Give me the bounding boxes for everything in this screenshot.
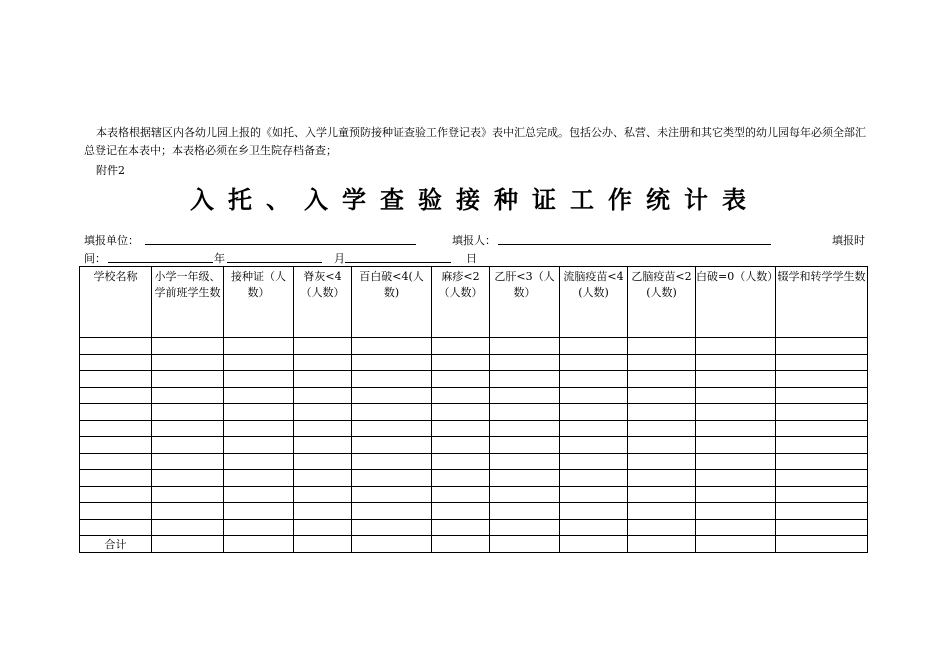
table-cell[interactable] [628,536,696,553]
table-cell[interactable] [776,486,868,503]
table-cell[interactable] [294,387,352,404]
table-cell[interactable] [294,536,352,553]
table-cell[interactable] [352,420,432,437]
table-cell[interactable] [490,420,560,437]
table-cell[interactable] [776,371,868,388]
table-cell[interactable] [294,437,352,454]
table-cell[interactable] [560,453,628,470]
table-cell[interactable] [432,420,490,437]
table-cell[interactable] [560,404,628,421]
table-cell[interactable] [80,420,152,437]
table-cell[interactable] [432,519,490,536]
header-vaccination-cert: 接种证（人数） [224,267,294,338]
table-row [80,338,868,355]
table-cell[interactable] [294,338,352,355]
table-cell[interactable] [224,503,294,520]
table-cell[interactable] [560,354,628,371]
table-cell[interactable] [294,420,352,437]
table-cell[interactable] [80,470,152,487]
table-cell[interactable] [352,338,432,355]
table-row [80,420,868,437]
table-cell[interactable] [294,519,352,536]
table-cell[interactable] [696,437,776,454]
table-cell[interactable] [224,371,294,388]
table-cell[interactable] [352,354,432,371]
table-cell[interactable] [152,354,224,371]
table-row [80,503,868,520]
table-cell[interactable] [80,437,152,454]
table-cell[interactable] [152,536,224,553]
table-cell[interactable] [560,371,628,388]
table-row [80,519,868,536]
table-cell[interactable] [294,503,352,520]
total-label: 合计 [80,536,152,553]
table-cell[interactable] [776,519,868,536]
table-cell[interactable] [490,437,560,454]
table-cell[interactable] [152,404,224,421]
unit-label: 填报单位： [84,234,139,247]
table-cell[interactable] [432,536,490,553]
table-cell[interactable] [696,519,776,536]
table-cell[interactable] [628,354,696,371]
table-cell[interactable] [628,371,696,388]
table-cell[interactable] [224,519,294,536]
table-cell[interactable] [628,453,696,470]
table-cell[interactable] [294,470,352,487]
table-cell[interactable] [352,371,432,388]
header-polio: 脊灰<4（人数） [294,267,352,338]
table-cell[interactable] [432,486,490,503]
table-cell[interactable] [776,453,868,470]
table-cell[interactable] [560,470,628,487]
table-cell[interactable] [152,503,224,520]
table-cell[interactable] [696,486,776,503]
table-cell[interactable] [224,536,294,553]
table-cell[interactable] [628,503,696,520]
table-cell[interactable] [776,420,868,437]
table-cell[interactable] [432,453,490,470]
table-cell[interactable] [294,371,352,388]
table-cell[interactable] [352,486,432,503]
table-cell[interactable] [80,453,152,470]
table-cell[interactable] [490,404,560,421]
table-cell[interactable] [696,404,776,421]
table-cell[interactable] [224,437,294,454]
page-title: 入托、入学查验接种证工作统计表 [190,186,760,214]
table-cell[interactable] [80,404,152,421]
table-cell[interactable] [80,354,152,371]
table-cell[interactable] [352,437,432,454]
table-cell[interactable] [776,354,868,371]
table-cell[interactable] [628,387,696,404]
table-cell[interactable] [432,437,490,454]
table-cell[interactable] [224,420,294,437]
table-cell[interactable] [628,470,696,487]
table-cell[interactable] [490,503,560,520]
table-cell[interactable] [696,536,776,553]
reporter-field-line [498,244,771,245]
table-cell[interactable] [224,404,294,421]
total-row [80,536,868,553]
table-cell[interactable] [80,519,152,536]
table-row [80,404,868,421]
table-cell[interactable] [628,338,696,355]
table-cell[interactable] [432,371,490,388]
table-cell[interactable] [696,453,776,470]
table-cell[interactable] [490,470,560,487]
table-cell[interactable] [352,503,432,520]
table-header-row [80,267,868,338]
time-label-end: 间： [84,252,106,265]
table-cell[interactable] [560,437,628,454]
table-cell[interactable] [628,420,696,437]
table-cell[interactable] [776,387,868,404]
table-cell[interactable] [152,437,224,454]
table-cell[interactable] [152,338,224,355]
table-cell[interactable] [490,338,560,355]
table-cell[interactable] [560,519,628,536]
header-hepatitis-b: 乙肝<3（人数） [490,267,560,338]
table-cell[interactable] [696,354,776,371]
table-row [80,486,868,503]
header-measles: 麻疹<2（人数） [432,267,490,338]
table-cell[interactable] [490,453,560,470]
table-cell[interactable] [560,387,628,404]
table-cell[interactable] [152,387,224,404]
table-cell[interactable] [490,486,560,503]
table-cell[interactable] [560,536,628,553]
table-cell[interactable] [80,486,152,503]
table-cell[interactable] [152,420,224,437]
month-field-line [227,262,322,263]
table-cell[interactable] [432,404,490,421]
table-cell[interactable] [696,338,776,355]
table-cell[interactable] [696,387,776,404]
reporter-label: 填报人： [452,234,496,247]
header-dropout-transfer: 辍学和转学学生数 [776,267,868,338]
table-row [80,453,868,470]
table-cell[interactable] [224,354,294,371]
table-cell[interactable] [560,338,628,355]
table-cell[interactable] [560,420,628,437]
table-cell[interactable] [696,470,776,487]
table-cell[interactable] [152,470,224,487]
table-cell[interactable] [224,338,294,355]
table-cell[interactable] [224,486,294,503]
table-cell[interactable] [80,503,152,520]
table-cell[interactable] [224,470,294,487]
instruction-note: 本表格根据辖区内各幼儿园上报的《如托、入学儿童预防接种证查验工作登记表》表中汇总完成。包括公办、私营、未注册和其它类型的幼儿园每年必须全部汇总登记在本表中；本表格必须在乡卫生院存档备查； [84,126,866,157]
table-cell[interactable] [352,404,432,421]
table-cell[interactable] [628,404,696,421]
table-cell[interactable] [696,420,776,437]
time-label-start: 填报时 [832,234,865,247]
table-cell[interactable] [776,437,868,454]
table-cell[interactable] [294,354,352,371]
table-cell[interactable] [352,387,432,404]
table-cell[interactable] [80,371,152,388]
unit-field-line [145,244,416,245]
header-dpt: 百白破<4(人数) [352,267,432,338]
table-cell[interactable] [776,536,868,553]
table-row [80,371,868,388]
table-cell[interactable] [776,404,868,421]
table-cell[interactable] [352,519,432,536]
table-cell[interactable] [490,536,560,553]
table-cell[interactable] [152,486,224,503]
month-label: 月 [334,252,345,265]
header-school-name: 学校名称 [80,267,152,338]
table-cell[interactable] [352,536,432,553]
table-cell[interactable] [776,503,868,520]
table-cell[interactable] [490,371,560,388]
attachment-label: 附件2 [96,164,125,177]
table-cell[interactable] [628,437,696,454]
header-meningitis: 流脑疫苗<4(人数) [560,267,628,338]
table-cell[interactable] [224,387,294,404]
table-cell[interactable] [432,354,490,371]
table-row [80,437,868,454]
table-cell[interactable] [776,470,868,487]
table-cell[interactable] [80,338,152,355]
table-cell[interactable] [432,503,490,520]
table-cell[interactable] [294,404,352,421]
year-label: 年 [214,252,225,265]
day-label: 日 [466,252,477,265]
table-cell[interactable] [352,470,432,487]
table-cell[interactable] [776,338,868,355]
table-cell[interactable] [432,338,490,355]
table-row [80,387,868,404]
table-cell[interactable] [696,503,776,520]
table-cell[interactable] [294,453,352,470]
header-encephalitis: 乙脑疫苗<2(人数) [628,267,696,338]
table-cell[interactable] [224,453,294,470]
table-row [80,470,868,487]
day-field-line [345,262,451,263]
table-cell[interactable] [152,519,224,536]
table-cell[interactable] [152,371,224,388]
table-cell[interactable] [294,486,352,503]
table-cell[interactable] [490,354,560,371]
table-cell[interactable] [628,486,696,503]
table-cell[interactable] [152,453,224,470]
table-row [80,354,868,371]
table-cell[interactable] [352,453,432,470]
table-cell[interactable] [490,519,560,536]
header-dt: 白破=0（人数） [696,267,776,338]
header-student-count: 小学一年级、学前班学生数 [152,267,224,338]
table-cell[interactable] [490,387,560,404]
table-cell[interactable] [560,486,628,503]
year-field-line [108,262,213,263]
table-cell[interactable] [80,387,152,404]
table-cell[interactable] [560,503,628,520]
table-cell[interactable] [696,371,776,388]
table-cell[interactable] [628,519,696,536]
table-cell[interactable] [432,470,490,487]
table-cell[interactable] [432,387,490,404]
statistics-table [79,266,868,553]
